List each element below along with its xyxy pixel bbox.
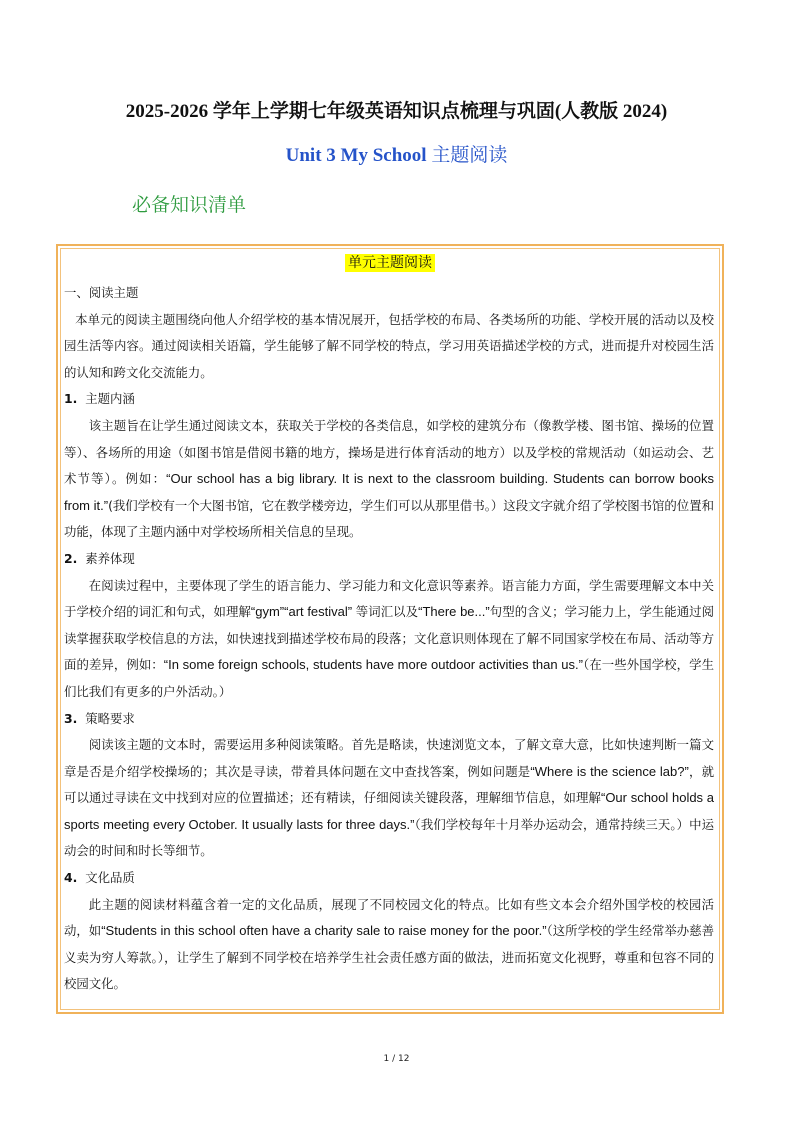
- subsection-paragraph-2: 在阅读过程中，主要体现了学生的语言能力、学习能力和文化意识等素养。语言能力方面，学生需要理解文本中关于学校介绍的词汇和句式，如理解“gym”“art festival” 等词汇以及“There be...”句型的含义；学习能力上，学生能通过阅读掌握获取学校信息的方法，如快速找到描述学校布局的段落；文化意识则体现在了解不同国家学校在布局、活动等方面的差异，例如：“In some foreign schools, students have more outdoor activities than us.”（在一些外国学校，学生们比我们有更多的户外活动。）: [64, 577, 715, 699]
- box-heading: 单元主题阅读: [345, 254, 435, 272]
- subsection-paragraph-4: 此主题的阅读材料蕴含着一定的文化品质，展现了不同校园文化的特点。比如有些文本会介绍外国学校的校园活动，如“Students in this school often have a charity sale to raise money for the poor.”（这所学校的学生经常举办慈善义卖为穷人筹款。），让学生了解到不同学校在培养学生社会责任感方面的做法，进而拓宽文化视野，尊重和包容不同的校园文化。: [64, 896, 714, 992]
- subsection-heading-4: 4. 文化品质: [64, 870, 135, 886]
- document-subtitle: [0, 140, 793, 167]
- subsection-heading-2: 2. 素养体现: [64, 550, 135, 566]
- subtitle-chinese: 主题阅读: [431, 145, 508, 166]
- subtitle-english: Unit 3 My School: [285, 145, 432, 166]
- intro-paragraph: 本单元的阅读主题围绕向他人介绍学校的基本情况展开，包括学校的布局、各类场所的功能、学校开展的活动以及校园生活等内容。通过阅读相关语篇，学生能够了解不同学校的特点，学习用英语描述学校的方式，进而提升对校园生活的认知和跨文化交流能力。: [64, 311, 714, 380]
- subsection-heading-3: 3. 策略要求: [64, 710, 135, 726]
- box-content: [64, 280, 714, 998]
- page-number: 1 / 12: [383, 1054, 410, 1064]
- subsection-heading-1: 1. 主题内涵: [64, 391, 135, 407]
- subsection-paragraph-3: 阅读该主题的文本时，需要运用多种阅读策略。首先是略读，快速浏览文本，了解文章大意，比如快速判断一篇文章是否是介绍学校操场的；其次是寻读，带着具体问题在文中查找答案，例如问题是“Where is the science lab?”，就可以通过寻读在文中找到对应的位置描述；还有精读，仔细阅读关键段落，理解细节信息，如理解“Our school holds a sports meeting every October. It usually lasts for three days.”（我们学校每年十月举办运动会，通常持续三天。）中运动会的时间和时长等细节。: [64, 737, 715, 859]
- subsection-paragraph-1: 该主题旨在让学生通过阅读文本，获取关于学校的各类信息，如学校的建筑分布（像教学楼、图书馆、操场的位置等）、各场所的用途（如图书馆是借阅书籍的地方，操场是进行体育活动的地方）以及学校的常规活动（如运动会、艺术节等）。例如：“Our school has a big library. It is next to the classroom building. Students can borrow books from it.”(我们学校有一个大图书馆，它在教学楼旁边，学生们可以从那里借书。）这段文字就介绍了学校图书馆的位置和功能，体现了主题内涵中对学校场所相关信息的呈现。: [64, 417, 714, 540]
- document-title: 2025-2026 学年上学期七年级英语知识点梳理与巩固(人教版 2024): [125, 101, 668, 122]
- reading-topic-box: [56, 244, 724, 1014]
- part-heading: 一、阅读主题: [64, 285, 139, 300]
- section-heading: 必备知识清单: [132, 194, 247, 216]
